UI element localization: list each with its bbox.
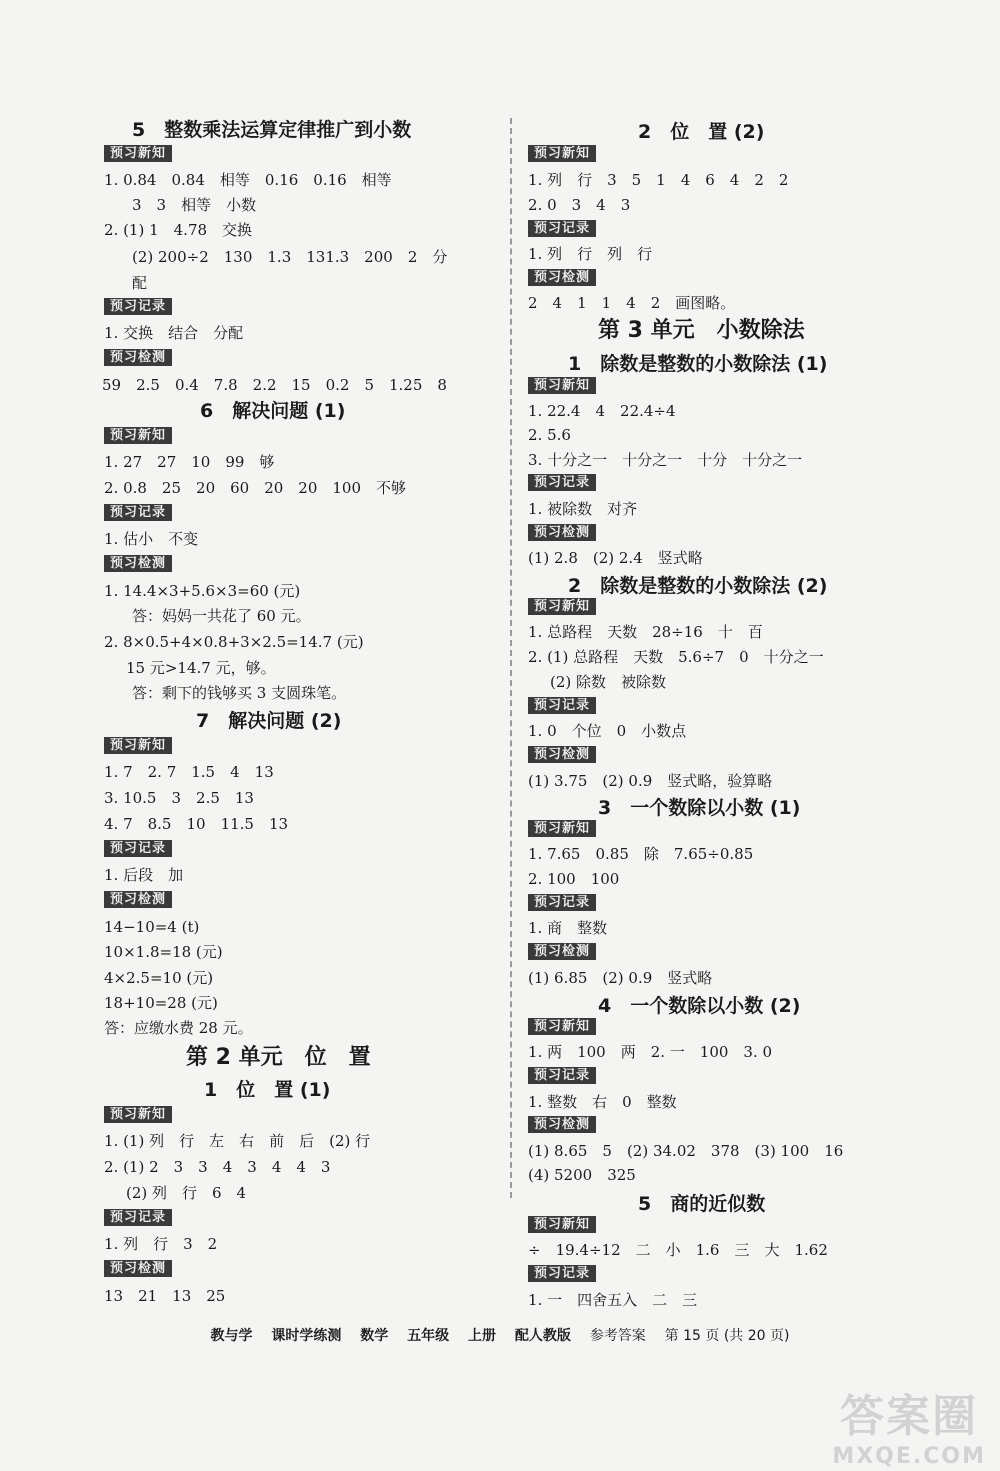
- footer-edition: 配人教版: [514, 1328, 571, 1344]
- answer-line: 1. 列 行 3 2: [104, 1235, 218, 1253]
- answer-line: 3. 10.5 3 2.5 13: [104, 789, 254, 807]
- answer-line: (2) 除数 被除数: [550, 673, 667, 691]
- section-label: 预习新知: [528, 1018, 596, 1035]
- section-label: 预习记录: [104, 504, 172, 521]
- answer-line: 2. (1) 1 4.78 交换: [104, 221, 253, 239]
- answer-line: 2. 0 3 4 3: [528, 196, 631, 214]
- section-label: 预习新知: [104, 145, 172, 162]
- section-title: 5 整数乘法运算定律推广到小数: [132, 119, 412, 141]
- answer-line: 2. 0.8 25 20 60 20 20 100 不够: [104, 479, 407, 497]
- answer-line: (2) 列 行 6 4: [126, 1184, 247, 1202]
- answer-line: 1. 两 100 两 2. 一 100 3. 0: [528, 1043, 773, 1061]
- answer-line: 2. 5.6: [528, 426, 571, 444]
- answer-line: 1. 7.65 0.85 除 7.65÷0.85: [528, 845, 754, 863]
- answer-line: 13 21 13 25: [104, 1287, 226, 1305]
- answer-line: 3. 十分之一 十分之一 十分 十分之一: [528, 451, 803, 469]
- page-footer: [0, 1325, 1000, 1345]
- answer-line: 18+10=28 (元): [104, 994, 218, 1012]
- answer-line: 1. 27 27 10 99 够: [104, 453, 275, 471]
- section-label: 预习新知: [528, 598, 596, 615]
- section-label: 预习检测: [104, 1260, 172, 1277]
- section-label: 预习检测: [528, 943, 596, 960]
- section-label: 预习记录: [528, 1265, 596, 1282]
- section-title: 2 除数是整数的小数除法 (2): [568, 575, 828, 597]
- answer-line: 2. (1) 2 3 3 4 3 4 4 3: [104, 1158, 331, 1176]
- watermark-title: 答案圈: [840, 1391, 979, 1442]
- footer-subject: 数学: [360, 1328, 389, 1344]
- answer-line: 1. 14.4×3+5.6×3=60 (元): [104, 582, 301, 600]
- section-title: 4 一个数除以小数 (2): [598, 995, 801, 1017]
- footer-series: 课时学练测: [271, 1328, 342, 1344]
- watermark-url: MXQE.COM: [832, 1444, 986, 1469]
- answer-line: 59 2.5 0.4 7.8 2.2 15 0.2 5 1.25 8: [102, 376, 447, 394]
- answer-line: (1) 8.65 5 (2) 34.02 378 (3) 100 16: [528, 1142, 844, 1160]
- section-label: 预习新知: [528, 377, 596, 394]
- section-label: 预习检测: [104, 555, 172, 572]
- answer-line: 2. 8×0.5+4×0.8+3×2.5=14.7 (元): [104, 633, 364, 651]
- answer-line: 1. 被除数 对齐: [528, 500, 638, 518]
- section-title: 3 一个数除以小数 (1): [598, 797, 801, 819]
- answer-line: 1. 22.4 4 22.4÷4: [528, 402, 676, 420]
- section-label: 预习检测: [104, 349, 172, 366]
- column-divider: [510, 118, 512, 1198]
- section-label: 预习记录: [104, 1209, 172, 1226]
- answer-line: 1. 后段 加: [104, 866, 184, 884]
- answer-line: 配: [132, 274, 148, 292]
- section-title: 6 解决问题 (1): [200, 400, 346, 422]
- footer-answer: 参考答案: [589, 1328, 646, 1344]
- section-label: 预习新知: [528, 820, 596, 837]
- answer-line: 1. 商 整数: [528, 919, 608, 937]
- section-label: 预习检测: [104, 891, 172, 908]
- answer-line: 答：应缴水费 28 元。: [104, 1019, 253, 1037]
- section-label: 预习记录: [528, 894, 596, 911]
- answer-line: 14−10=4 (t): [104, 918, 200, 936]
- answer-line: 1. 0.84 0.84 相等 0.16 0.16 相等: [104, 171, 392, 189]
- section-label: 预习检测: [528, 524, 596, 541]
- section-title: 1 除数是整数的小数除法 (1): [568, 353, 828, 375]
- footer-grade: 五年级: [407, 1328, 450, 1344]
- answer-line: 10×1.8=18 (元): [104, 943, 223, 961]
- section-label: 预习新知: [528, 1216, 596, 1233]
- section-label: 预习记录: [528, 474, 596, 491]
- unit-title: 第 2 单元 位 置: [186, 1045, 371, 1070]
- answer-line: 1. 交换 结合 分配: [104, 324, 244, 342]
- section-label: 预习记录: [104, 298, 172, 315]
- section-title: 2 位 置 (2): [638, 121, 765, 143]
- section-label: 预习记录: [528, 220, 596, 237]
- section-label: 预习新知: [104, 427, 172, 444]
- answer-line: 1. 整数 右 0 整数: [528, 1093, 677, 1111]
- answer-line: 4×2.5=10 (元): [104, 969, 214, 987]
- answer-line: (4) 5200 325: [528, 1166, 636, 1184]
- answer-line: 1. 列 行 3 5 1 4 6 4 2 2: [528, 171, 789, 189]
- answer-line: 1. 一 四舍五入 二 三: [528, 1291, 698, 1309]
- section-title: 1 位 置 (1): [204, 1079, 331, 1101]
- footer-brand: 教与学: [210, 1328, 253, 1344]
- section-label: 预习检测: [528, 269, 596, 286]
- footer-page-number: 第 15 页 (共 20 页): [664, 1328, 790, 1344]
- section-label: 预习检测: [528, 746, 596, 763]
- section-label: 预习记录: [104, 840, 172, 857]
- section-label: 预习新知: [104, 737, 172, 754]
- answer-line: 1. 总路程 天数 28÷16 十 百: [528, 623, 763, 641]
- answer-line: 2. (1) 总路程 天数 5.6÷7 0 十分之一: [528, 648, 824, 666]
- answer-line: 答：妈妈一共花了 60 元。: [132, 607, 311, 625]
- answer-line: 15 元>14.7 元，够。: [126, 659, 276, 677]
- answer-line: 3 3 相等 小数: [132, 196, 257, 214]
- answer-line: (1) 2.8 (2) 2.4 竖式略: [528, 549, 703, 567]
- answer-line: 2 4 1 1 4 2 画图略。: [528, 294, 736, 312]
- answer-line: 1. 列 行 列 行: [528, 245, 653, 263]
- section-label: 预习新知: [104, 1106, 172, 1123]
- answer-line: 1. (1) 列 行 左 右 前 后 (2) 行: [104, 1132, 371, 1150]
- answer-line: 4. 7 8.5 10 11.5 13: [104, 815, 289, 833]
- answer-line: 2. 100 100: [528, 870, 620, 888]
- answer-line: 1. 估小 不变: [104, 530, 199, 548]
- section-label: 预习记录: [528, 697, 596, 714]
- answer-line: 答：剩下的钱够买 3 支圆珠笔。: [132, 684, 347, 702]
- answer-line: (1) 3.75 (2) 0.9 竖式略，验算略: [528, 772, 773, 790]
- unit-title: 第 3 单元 小数除法: [598, 318, 805, 343]
- answer-line: (1) 6.85 (2) 0.9 竖式略: [528, 969, 713, 987]
- footer-volume: 上册: [468, 1328, 497, 1344]
- section-label: 预习新知: [528, 145, 596, 162]
- section-label: 预习检测: [528, 1116, 596, 1133]
- section-label: 预习记录: [528, 1067, 596, 1084]
- watermark-logo: [832, 1380, 986, 1469]
- section-title: 5 商的近似数: [638, 1193, 766, 1215]
- answer-line: ÷ 19.4÷12 二 小 1.6 三 大 1.62: [528, 1241, 828, 1259]
- answer-line: (2) 200÷2 130 1.3 131.3 200 2 分: [132, 248, 448, 266]
- section-title: 7 解决问题 (2): [196, 710, 342, 732]
- answer-line: 1. 7 2. 7 1.5 4 13: [104, 763, 274, 781]
- answer-line: 1. 0 个位 0 小数点: [528, 722, 687, 740]
